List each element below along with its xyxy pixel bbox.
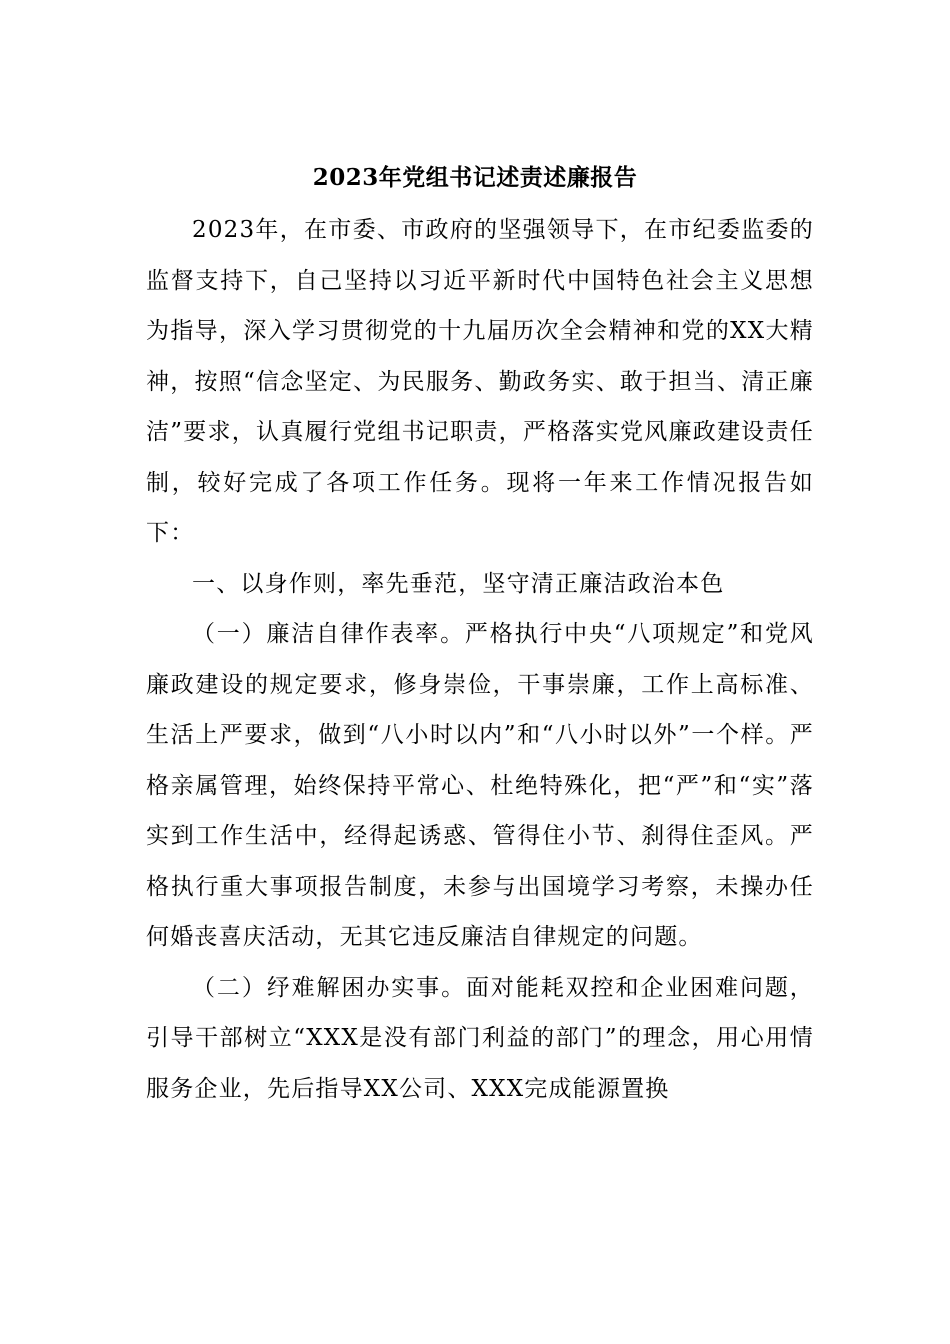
- section-heading-1: 一、以身作则，率先垂范，坚守清正廉洁政治本色: [192, 570, 725, 597]
- paragraph-subsection-1: （一）廉洁自律作表率。严格执行中央“八项规定”和党风廉政建设的规定要求，修身崇俭，干事崇廉，工作上高标准、生活上严要求，做到“八小时以内”和“八小时以外”一个样。严格亲属管理，始终保持平常心、杜绝特殊化，把“严”和“实”落实到工作生活中，经得起诱惑、管得住小节、刹得住歪风。严格执行重大事项报告制度，未参与出国境学习考察，未操办任何婚丧喜庆活动，无其它违反廉洁自律规定的问题。: [146, 621, 814, 950]
- paragraph-intro: 2023年，在市委、市政府的坚强领导下，在市纪委监委的监督支持下，自己坚持以习近平新时代中国特色社会主义思想为指导，深入学习贯彻党的十九届历次全会精神和党的XX大精神，按照“信念坚定、为民服务、勤政务实、敢于担当、清正廉洁”要求，认真履行党组书记职责，严格落实党风廉政建设责任制，较好完成了各项工作任务。现将一年来工作情况报告如下：: [146, 217, 814, 546]
- document-body: [146, 205, 814, 1114]
- document-title: 2023年党组书记述责述廉报告: [312, 164, 638, 191]
- paragraph-subsection-2: （二）纾难解困办实事。面对能耗双控和企业困难问题，引导干部树立“XXX是没有部门利益的部门”的理念，用心用情服务企业，先后指导XX公司、XXX完成能源置换: [146, 974, 814, 1102]
